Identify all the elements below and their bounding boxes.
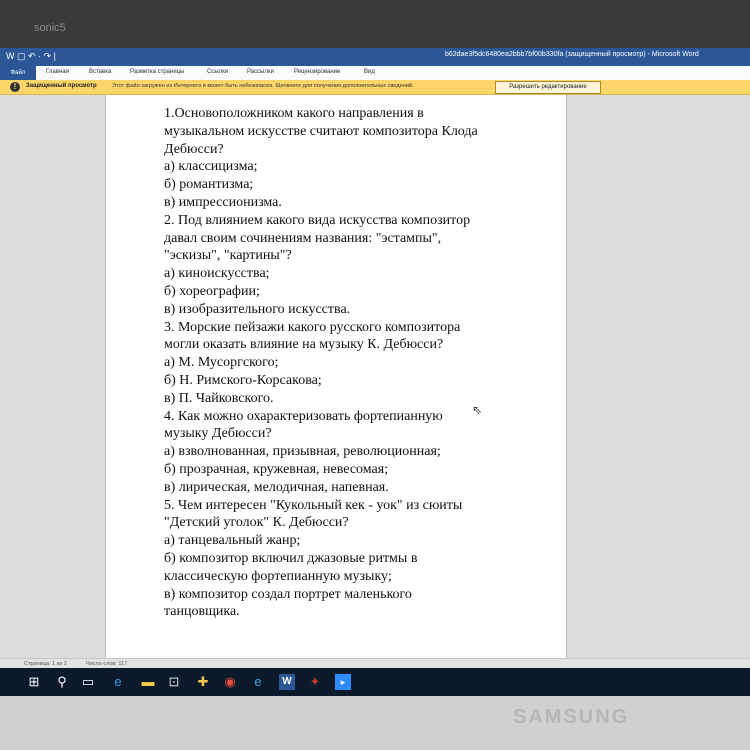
document-line: 3. Морские пейзажи какого русского композитора	[164, 319, 461, 335]
tab-home[interactable]: Главная	[46, 69, 69, 75]
document-line: "Детский уголок" К. Дебюсси?	[164, 515, 349, 531]
document-line: 5. Чем интересен "Кукольный кек - уок" из сюиты	[164, 497, 463, 513]
task-view-icon[interactable]: ▭	[81, 674, 95, 689]
document-page[interactable]	[105, 95, 567, 658]
document-line: а) классицизма;	[164, 159, 258, 175]
info-icon: !	[10, 82, 20, 92]
document-line: давал своим сочинениям названия: "эстампы",	[164, 230, 442, 246]
document-line: а) взволнованная, призывная, революционная;	[164, 444, 441, 460]
mouse-cursor-icon: ⇖	[472, 403, 483, 417]
ie-icon[interactable]: e	[254, 674, 262, 689]
document-line: в) композитор создал портрет маленького	[164, 586, 412, 602]
brand-logo: SAMSUNG	[513, 706, 630, 728]
tab-mailings[interactable]: Рассылки	[247, 69, 274, 75]
document-line: в) импрессионизма.	[164, 194, 282, 210]
document-line: б) прозрачная, кружевная, невесомая;	[164, 461, 389, 477]
tab-page-layout[interactable]: Разметка страницы	[130, 69, 185, 75]
protected-view-message[interactable]: Этот файл загружен из Интернета и может быть небезопасен. Щелкните для получения дополнительных сведений.	[112, 83, 414, 89]
document-line: в) П. Чайковского.	[164, 390, 274, 406]
tab-view[interactable]: Вид	[364, 69, 375, 75]
document-workspace	[0, 95, 750, 658]
document-line: танцовщика.	[164, 604, 240, 620]
store-icon[interactable]: ⊡	[168, 674, 180, 689]
enable-editing-button[interactable]: Разрешить редактирование	[495, 81, 601, 94]
zoom-icon[interactable]: ▸	[335, 674, 351, 690]
document-line: а) М. Мусоргского;	[164, 355, 279, 371]
document-line: 1.Основоположником какого направления в	[164, 106, 424, 121]
status-word-count[interactable]: Число слов: 117	[86, 661, 128, 667]
laptop-bezel-bottom	[0, 696, 750, 750]
document-line: б) романтизма;	[164, 177, 254, 193]
document-line: б) хореографии;	[164, 283, 260, 299]
document-line: а) танцевальный жанр;	[164, 533, 301, 549]
document-line: музыку Дебюсси?	[164, 426, 272, 442]
document-line: а) киноискусства;	[164, 266, 270, 282]
quick-access-toolbar[interactable]: W ▢ ↶ · ↷ |	[6, 51, 56, 61]
laptop-bezel-top	[0, 0, 750, 48]
tab-file[interactable]: Файл	[0, 66, 36, 80]
document-line: классическую фортепианную музыку;	[164, 568, 392, 584]
tab-references[interactable]: Ссылки	[207, 69, 229, 75]
taskbar	[0, 668, 750, 696]
document-line: б) композитор включил джазовые ритмы в	[164, 550, 418, 566]
protected-view-title: Защищенный просмотр	[26, 83, 97, 89]
chrome-icon[interactable]: ◉	[224, 674, 236, 689]
protected-view-bar	[0, 80, 750, 95]
document-line: могли оказать влияние на музыку К. Дебюсси?	[164, 337, 444, 353]
document-line: б) Н. Римского-Корсакова;	[164, 372, 322, 388]
window-title: b62dae3f5dc6480ea2bbb7bf00b330fa (защищенный просмотр) - Microsoft Word	[445, 51, 699, 58]
document-line: 2. Под влиянием какого вида искусства композитор	[164, 212, 471, 228]
word-icon[interactable]: W	[279, 674, 295, 690]
document-line: в) изобразительного искусства.	[164, 301, 351, 317]
ribbon-tabs	[0, 66, 750, 81]
windows-start-icon[interactable]: ⊞	[28, 674, 40, 689]
document-line: "эскизы", "картины"?	[164, 248, 292, 264]
tab-insert[interactable]: Вставка	[89, 69, 112, 75]
document-line: Дебюсси?	[164, 141, 224, 157]
document-line: 4. Как можно охарактеризовать фортепианную	[164, 408, 443, 424]
tab-review[interactable]: Рецензирование	[294, 69, 341, 75]
status-page-count[interactable]: Страница: 1 из 2	[24, 661, 67, 667]
app-icon-2[interactable]: ✦	[309, 674, 321, 689]
document-line: в) лирическая, мелодичная, напевная.	[164, 479, 389, 495]
explorer-icon[interactable]: ▬	[141, 674, 155, 689]
title-bar	[0, 48, 750, 66]
document-text[interactable]	[164, 105, 564, 621]
edge-icon[interactable]: e	[114, 674, 122, 689]
document-line: музыкальном искусстве считают композитора Клода	[164, 123, 478, 139]
app-icon[interactable]: ✚	[197, 674, 209, 689]
bezel-camera-label: sonic5	[34, 22, 66, 34]
screen	[0, 48, 750, 696]
search-icon[interactable]: ⚲	[57, 674, 67, 689]
